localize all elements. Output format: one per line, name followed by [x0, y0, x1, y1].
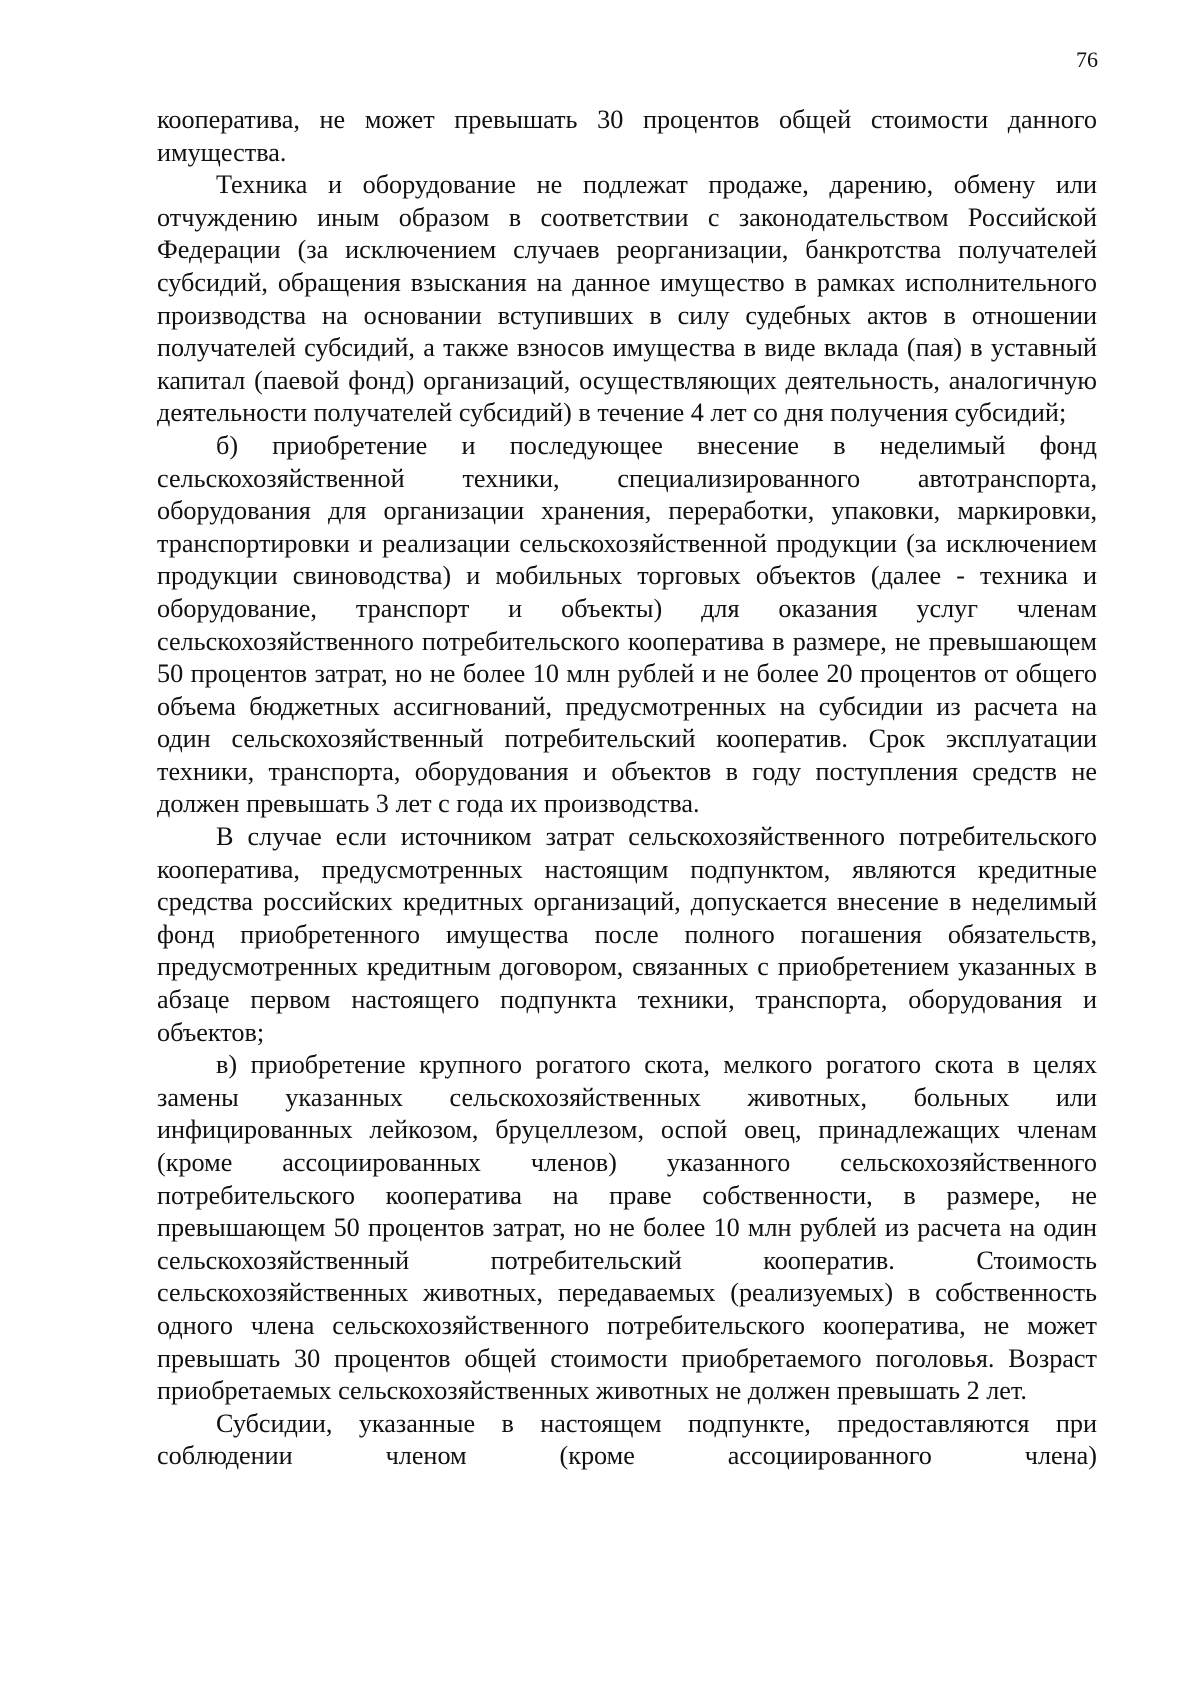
paragraph-equipment-restrictions: Техника и оборудование не подлежат продаже, дарению, обмену или отчуждению иным образом в соответствии с законодательством Российской Федерации (за исключением случаев реорганизации, банкротства получателей субсидий, обращения взыскания на данное имущество в рамках исполнительного производства на основании вступивших в силу судебных актов в отношении получателей субсидий, а также взносов имущества в виде вклада (пая) в уставный капитал (паевой фонд) организаций, осуществляющих деятельность, аналогичную деятельности получателей субсидий) в течение 4 лет со дня получения субсидий; [157, 170, 1097, 428]
paragraph-continuation: кооператива, не может превышать 30 процентов общей стоимости данного имущества. [157, 105, 1097, 167]
page-number: 76 [1076, 47, 1098, 72]
body-text [157, 104, 1097, 1473]
paragraph-item-v: в) приобретение крупного рогатого скота, мелкого рогатого скота в целях замены указанных сельскохозяйственных животных, больных или инфицированных лейкозом, бруцеллезом, оспой овец, принадлежащих членам (кроме ассоциированных членов) указанного сельскохозяйственного потребительского кооператива на праве собственности, в размере, не превышающем 50 процентов затрат, но не более 10 млн рублей из расчета на один сельскохозяйственный потребительский кооператив. Стоимость сельскохозяйственных животных, передаваемых (реализуемых) в собственность одного члена сельскохозяйственного потребительского кооператива, не может превышать 30 процентов общей стоимости приобретаемого поголовья. Возраст приобретаемых сельскохозяйственных животных не должен превышать 2 лет. [157, 1050, 1097, 1406]
paragraph-credit-funds: В случае если источником затрат сельскохозяйственного потребительского кооператива, предусмотренных настоящим подпунктом, являются кредитные средства российских кредитных организаций, допускается внесение в неделимый фонд приобретенного имущества после полного погашения обязательств, предусмотренных кредитным договором, связанных с приобретением указанных в абзаце первом настоящего подпункта техники, транспорта, оборудования и объектов; [157, 822, 1097, 1047]
paragraph-item-b: б) приобретение и последующее внесение в неделимый фонд сельскохозяйственной техники, специализированного автотранспорта, оборудования для организации хранения, переработки, упаковки, маркировки, транспортировки и реализации сельскохозяйственной продукции (за исключением продукции свиноводства) и мобильных торговых объектов (далее - техника и оборудование, транспорт и объекты) для оказания услуг членам сельскохозяйственного потребительского кооператива в размере, не превышающем 50 процентов затрат, но не более 10 млн рублей и не более 20 процентов от общего объема бюджетных ассигнований, предусмотренных на субсидии из расчета на один сельскохозяйственный потребительский кооператив. Срок эксплуатации техники, транспорта, оборудования и объектов в году поступления средств не должен превышать 3 лет с года их производства. [157, 430, 1097, 819]
paragraph-subsidies-conditions: Субсидии, указанные в настоящем подпункте, предоставляются при соблюдении членом (кроме ассоциированного члена) [157, 1408, 1097, 1471]
